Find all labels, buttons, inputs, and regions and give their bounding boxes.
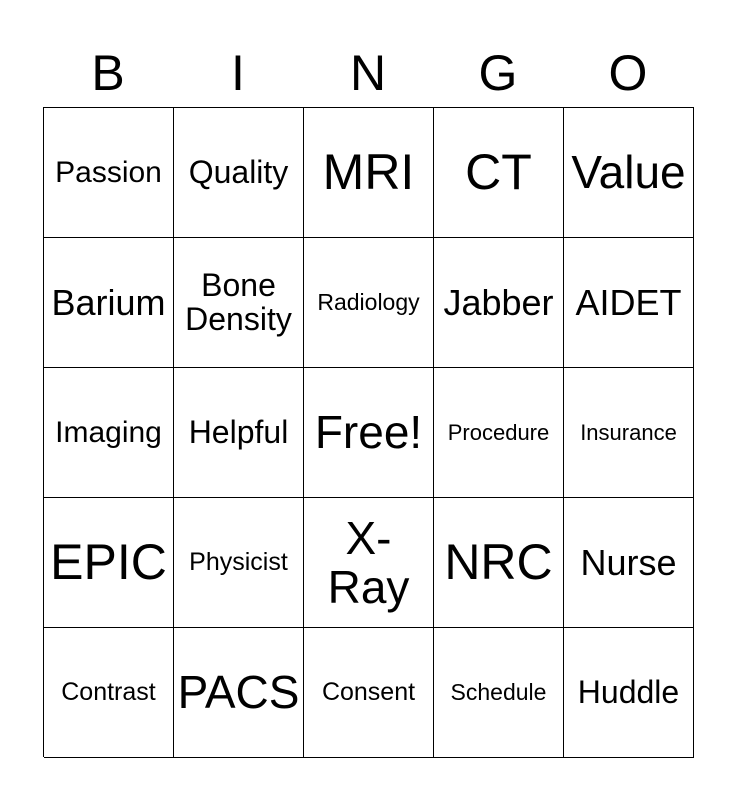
bingo-cell-r2c5[interactable]: [564, 238, 694, 368]
bingo-cell-r4c4[interactable]: [434, 498, 564, 628]
bingo-cell-r4c5[interactable]: [564, 498, 694, 628]
cell-label: X-Ray: [327, 512, 410, 613]
bingo-cell-r1c1[interactable]: [44, 108, 174, 238]
cell-label: CT: [465, 144, 532, 201]
bingo-cell-r5c3[interactable]: [304, 628, 434, 758]
cell-label: NRC: [444, 534, 553, 591]
bingo-cell-r3c5[interactable]: [564, 368, 694, 498]
header-letter-o: O: [608, 45, 648, 101]
bingo-cell-r3c1[interactable]: [44, 368, 174, 498]
cell-label: Insurance: [580, 419, 677, 445]
cell-label: Procedure: [447, 419, 550, 445]
bingo-board: [43, 107, 694, 757]
cell-label: MRI: [322, 144, 415, 201]
cell-label: Physicist: [189, 548, 288, 577]
header-letter-g: G: [478, 45, 518, 101]
cell-label: Consent: [321, 678, 416, 707]
cell-label: Contrast: [61, 678, 156, 707]
bingo-cell-r2c2[interactable]: [174, 238, 304, 368]
cell-label: Radiology: [317, 289, 420, 316]
cell-label: Helpful: [188, 413, 289, 450]
cell-label: Nurse: [580, 541, 677, 583]
cell-label: Passion: [55, 155, 162, 189]
cell-label: Quality: [188, 153, 289, 190]
cell-label: Jabber: [443, 281, 554, 323]
bingo-cell-r5c1[interactable]: [44, 628, 174, 758]
bingo-cell-r1c4[interactable]: [434, 108, 564, 238]
bingo-cell-r5c5[interactable]: [564, 628, 694, 758]
bingo-cell-r4c2[interactable]: [174, 498, 304, 628]
bingo-cell-r1c2[interactable]: [174, 108, 304, 238]
header-letter-n: N: [349, 45, 387, 101]
cell-label: AIDET: [575, 281, 682, 323]
bingo-cell-r3c4[interactable]: [434, 368, 564, 498]
header-letter-i: I: [231, 45, 245, 101]
cell-label: Schedule: [450, 679, 547, 706]
bingo-cell-r2c3[interactable]: [304, 238, 434, 368]
bingo-cell-r5c2[interactable]: [174, 628, 304, 758]
bingo-cell-r2c4[interactable]: [434, 238, 564, 368]
cell-label: Value: [571, 146, 686, 199]
free-space: Free!: [314, 406, 423, 459]
bingo-header: [43, 40, 693, 106]
bingo-cell-r1c5[interactable]: [564, 108, 694, 238]
cell-label: Huddle: [577, 673, 680, 710]
header-letter-b: B: [91, 45, 125, 101]
bingo-cell-r2c1[interactable]: [44, 238, 174, 368]
bingo-cell-r3c2[interactable]: [174, 368, 304, 498]
bingo-cell-r4c1[interactable]: [44, 498, 174, 628]
cell-label: Barium: [51, 281, 166, 323]
bingo-cell-r1c3[interactable]: [304, 108, 434, 238]
bingo-cell-r4c3[interactable]: [304, 498, 434, 628]
cell-label: Bone Density: [185, 266, 292, 337]
bingo-cell-r5c4[interactable]: [434, 628, 564, 758]
bingo-cell-r3c3[interactable]: [304, 368, 434, 498]
cell-label: PACS: [177, 666, 300, 719]
cell-label: EPIC: [50, 534, 167, 591]
cell-label: Imaging: [55, 415, 162, 449]
